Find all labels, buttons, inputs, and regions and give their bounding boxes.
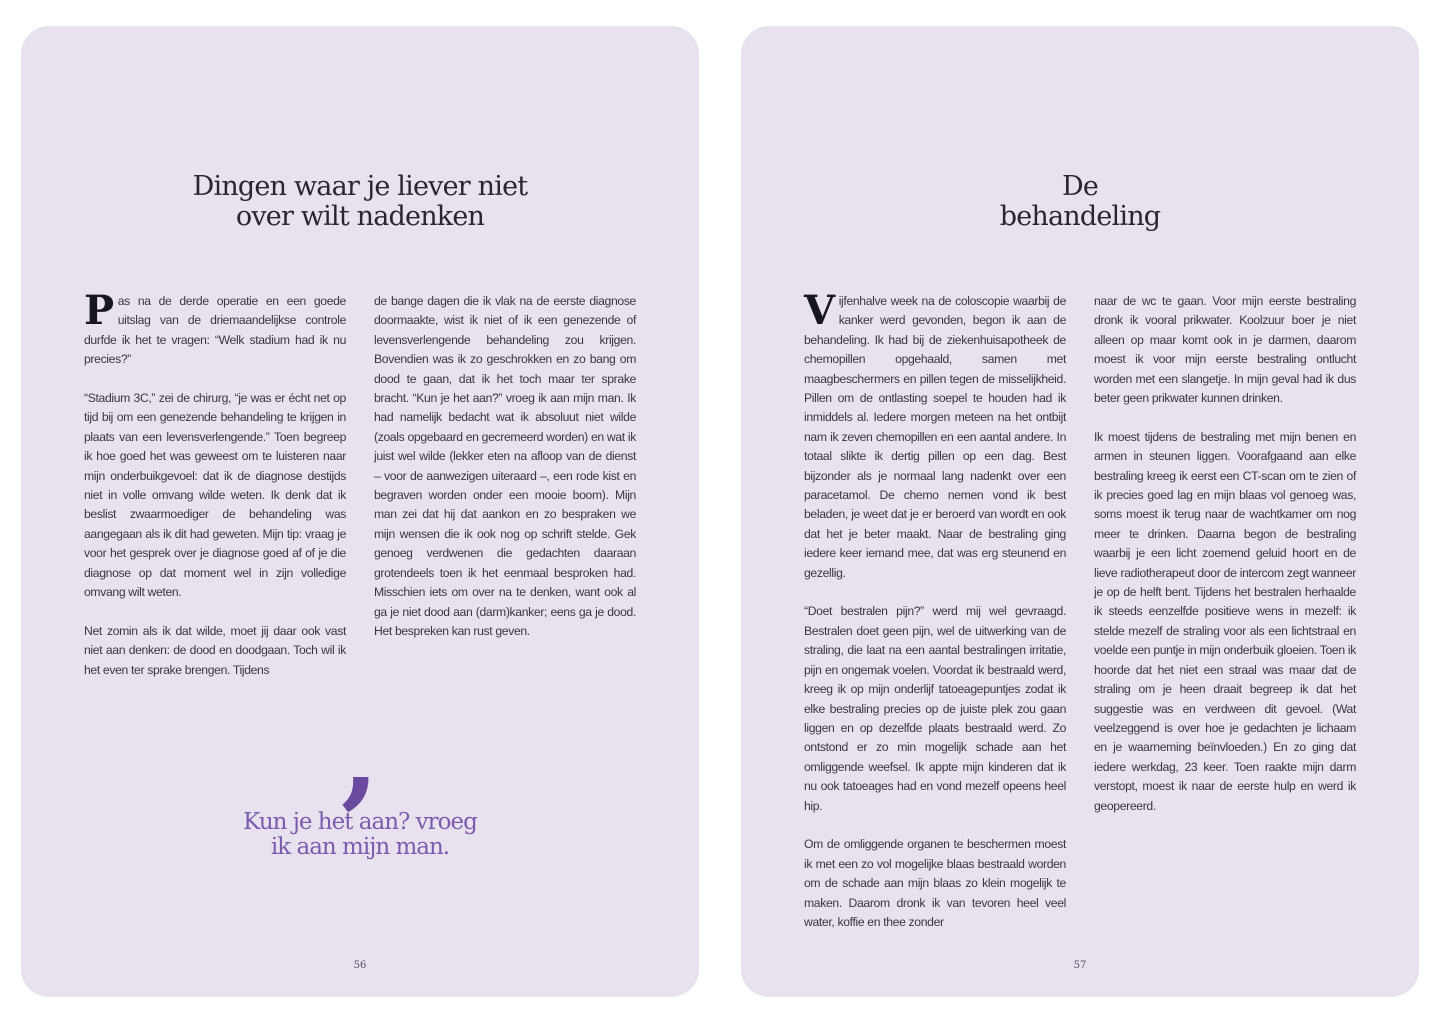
drop-cap: V [804, 287, 835, 334]
quote-mark-icon: , [340, 691, 380, 820]
paragraph: ijfenhalve week na de coloscopie waarbij de kanker werd gevonden, begon ik aan de behandeling. Ik had bij de ziekenhuisapotheek de chemopillen opgehaald, samen met maagbeschermers en pillen tegen de misselijkheid. Pillen om de ontlasting soepel te houden had ik inmiddels al. Iedere morgen meteen na het ontbijt nam ik zeven chemopillen en een aantal andere. In totaal slikte ik dertig pillen op een dag. Best bijzonder als je normaal lang nadenkt over een paracetamol. De chemo nemen vond ik best beladen, je weet dat je er beroerd van wordt en ook dat het je beter maakt. Naar de bestraling ging iedere keer iemand mee, dat was erg steunend en gezellig. [804, 294, 1066, 580]
drop-cap: P [84, 287, 114, 334]
paragraph: “Doet bestralen pijn?” werd mij wel gevraagd. Bestralen doet geen pijn, wel de uitwerking van de straling, die laat na een aantal bestralingen irritatie, pijn en ongemak voelen. Voordat ik bestraald werd, kreeg ik op mijn onderlijf tatoeagepuntjes zodat ik elke bestraling precies op de juiste plek zou gaan liggen en op dezelfde plaats bestraald werd. Zo ontstond er zo min mogelijk schade aan het omliggende weefsel. Ik appte mijn kinderen dat ik nu ook tatoeages had en vond mezelf opeens heel hip. [804, 604, 1066, 813]
right-page [741, 26, 1419, 997]
paragraph: “Stadium 3C,” zei de chirurg, “je was er écht net op tijd bij om een genezende behandeling te krijgen in plaats van een levensverlengende.” Toen begreep ik hoe goed het was geweest om te luisteren naar mijn onderbuikgevoel: dat ik de diagnose destijds niet in volle omvang wilde weten. Ik denk dat ik beslist zwaarmoediger de behandeling was aangegaan als ik dit had geweten. Mijn tip: vraag je voor het gesprek over je diagnose goed af of je die diagnose op dat moment wel in zijn volledige omvang wilt weten. [84, 391, 346, 600]
paragraph: as na de derde operatie en een goede uitslag van de driemaandelijkse controle durfde ik het te vragen: “Welk stadium had ik nu precies?” [84, 294, 346, 367]
text-column-2 [1094, 292, 1356, 816]
pull-quote: Kun je het aan? vroeg ik aan mijn man. [243, 809, 477, 860]
page-title: De behandeling [999, 171, 1161, 232]
paragraph: Net zomin als ik dat wilde, moet jij daar ook vast niet aan denken: de dood en doodgaan. Toch wil ik het even ter sprake brengen. Tijdens [84, 623, 346, 677]
text-column-1 [84, 287, 346, 680]
text-column-2 [374, 292, 636, 641]
paragraph: de bange dagen die ik vlak na de eerste diagnose doormaakte, wist ik niet of ik een genezende of levensverlengende behandeling zou krijgen. Bovendien was ik zo geschrokken en zo bang om dood te gaan, dat ik het toch maar ter sprake bracht. “Kun je het aan?” vroeg ik aan mijn man. Ik had namelijk bedacht wat ik absoluut niet wilde (zoals opgebaard en gecremeerd worden) en wat ik juist wel wilde (lekker eten na afloop van de dienst – voor de aanwezigen uiteraard –, een rode kist en begraven worden onder een mooie boom). Mijn man zei dat hij dat aankon en zo bespraken we mijn wensen die ik ook nog op schrift stelde. Gek genoeg verdwenen die gedachten daaraan grotendeels toen ik het eenmaal besproken had. Misschien iets om over na te denken, want ook al ga je niet dood aan (darm)kanker; eens ga je dood. Het bespreken kan rust geven. [374, 294, 636, 638]
text-column-1 [804, 287, 1066, 932]
paragraph: Ik moest tijdens de bestraling met mijn benen en armen in steunen liggen. Voorafgaand aan elke bestraling kreeg ik eerst een CT-scan om te zien of ik precies goed lag en mijn blaas vol genoeg was, soms moest ik terug naar de wachtkamer om nog meer te drinken. Daarna begon de bestraling waarbij je een licht zoemend geluid hoort en de lieve radiotherapeut door de intercom zegt wanneer je op de helft bent. Tijdens het bestralen herhaalde ik steeds eenzelfde positieve wens in mezelf: ik stelde mezelf de straling voor als een lichtstraal en voelde een puntje in mijn onderbuik gloeien. Toen ik hoorde dat het niet een straal was maar dat de straling om je heen draait begreep ik dat het suggestie was en verdween dit gevoel. (Wat veelzeggend is over hoe je gedachten je lichaam en je waarneming beïnvloeden.) En zo ging dat iedere werkdag, 23 keer. Toen raakte mijn darm verstopt, moest ik naar de eerste hulp en werd ik geopereerd. [1094, 429, 1356, 813]
paragraph: Om de omliggende organen te beschermen moest ik met een zo vol mogelijke blaas bestraald worden om de schade aan mijn blaas zo klein mogelijk te maken. Daarom dronk ik van tevoren heel veel water, koffie en thee zonder [804, 837, 1066, 929]
page-title: Dingen waar je liever niet over wilt nadenken [192, 171, 528, 232]
page-number: 56 [353, 960, 367, 971]
left-page [21, 26, 699, 997]
page-number: 57 [1073, 960, 1087, 971]
paragraph: naar de wc te gaan. Voor mijn eerste bestraling dronk ik vooral prikwater. Koolzuur boer je niet alleen op maar komt ook in je darmen, daarom moest ik voor mijn eerste bestraling ontlucht worden met een slangetje. In mijn geval had ik dus beter geen prikwater kunnen drinken. [1094, 294, 1356, 406]
